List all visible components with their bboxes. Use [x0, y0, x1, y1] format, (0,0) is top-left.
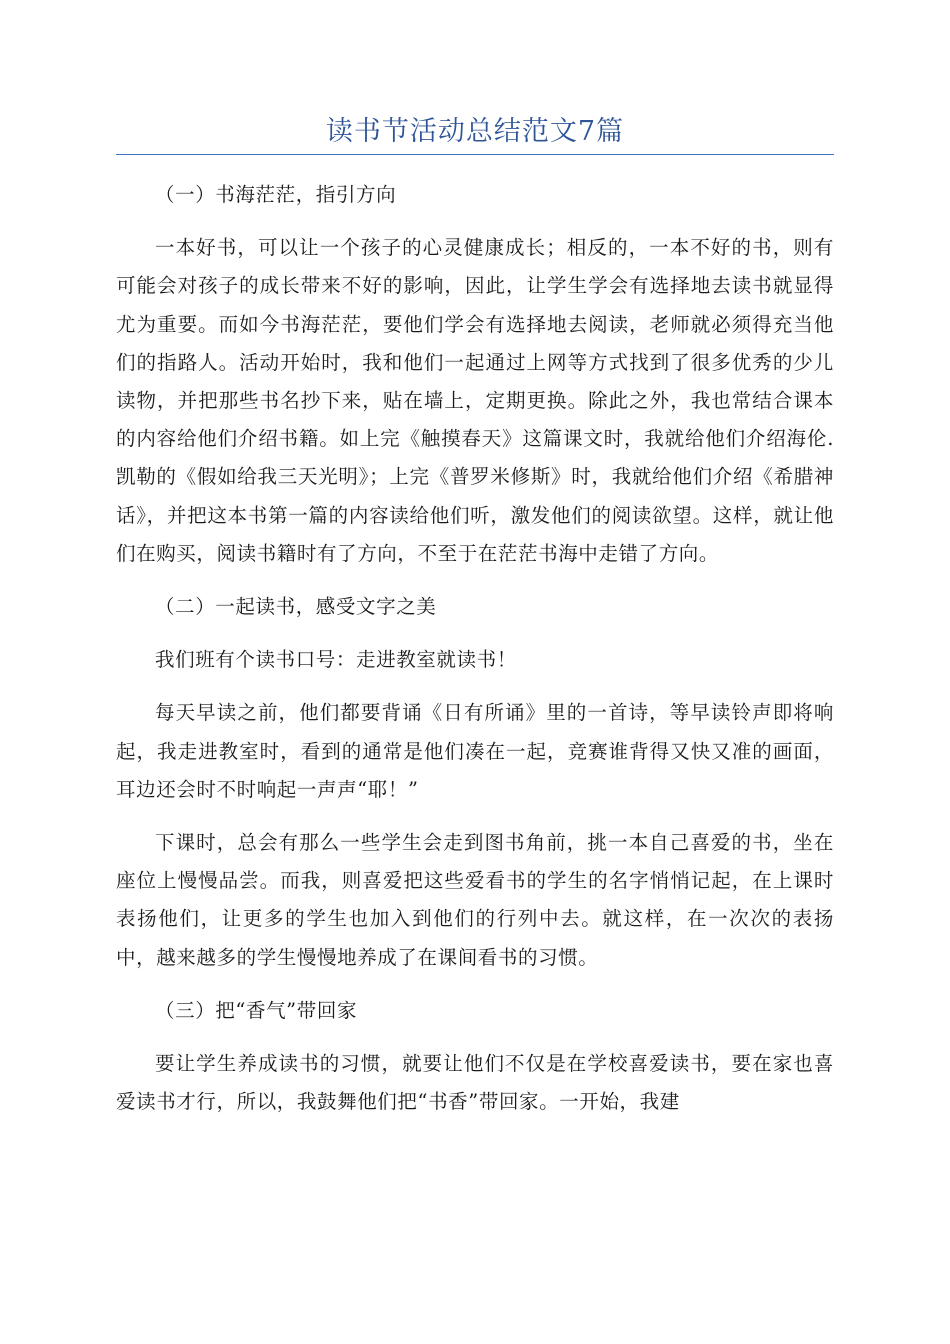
document-title: 读书节活动总结范文7篇 — [325, 116, 625, 147]
section-heading-2: （二）一起读书，感受文字之美 — [155, 595, 437, 619]
paragraph-5: 要让学生养成读书的习惯，就要让他们不仅是在学校喜爱读书，要在家也喜爱读书才行，所以，我鼓舞他们把“书香”带回家。一开始，我建 — [116, 1052, 834, 1114]
paragraph-3: 每天早读之前，他们都要背诵《日有所诵》里的一首诗，等早读铃声即将响起，我走进教室时，看到的通常是他们凑在一起，竞赛谁背得又快又准的画面，耳边还会时不时响起一声声“耶！” — [116, 701, 834, 801]
section-heading-3: （三）把“香气”带回家 — [155, 998, 358, 1022]
paragraph-2: 我们班有个读书口号：走进教室就读书！ — [155, 648, 517, 672]
paragraph-4: 下课时，总会有那么一些学生会走到图书角前，挑一本自己喜爱的书，坐在座位上慢慢品尝。而我，则喜爱把这些爱看书的学生的名字悄悄记起，在上课时表扬他们，让更多的学生也加入到他们的行列中去。就这样，在一次次的表扬中，越来越多的学生慢慢地养成了在课间看书的习惯。 — [116, 831, 834, 969]
section-heading-1: （一）书海茫茫，指引方向 — [155, 183, 397, 206]
document-body — [116, 176, 834, 1121]
paragraph-1: 一本好书，可以让一个孩子的心灵健康成长；相反的，一本不好的书，则有可能会对孩子的成长带来不好的影响，因此，让学生学会有选择地去读书就显得尤为重要。而如今书海茫茫，要他们学会有选择地去阅读，老师就必须得充当他们的指路人。活动开始时，我和他们一起通过上网等方式找到了很多优秀的少儿读物，并把那些书名抄下来，贴在墙上，定期更换。除此之外，我也常结合课本的内容给他们介绍书籍。如上完《触摸春天》这篇课文时，我就给他们介绍海伦.凯勒的《假如给我三天光明》；上完《普罗米修斯》时，我就给他们介绍《希腊神话》，并把这本书第一篇的内容读给他们听，激发他们的阅读欲望。这样，就让他们在购买，阅读书籍时有了方向，不至于在茫茫书海中走错了方向。 — [116, 236, 834, 565]
title-underline — [116, 154, 834, 155]
